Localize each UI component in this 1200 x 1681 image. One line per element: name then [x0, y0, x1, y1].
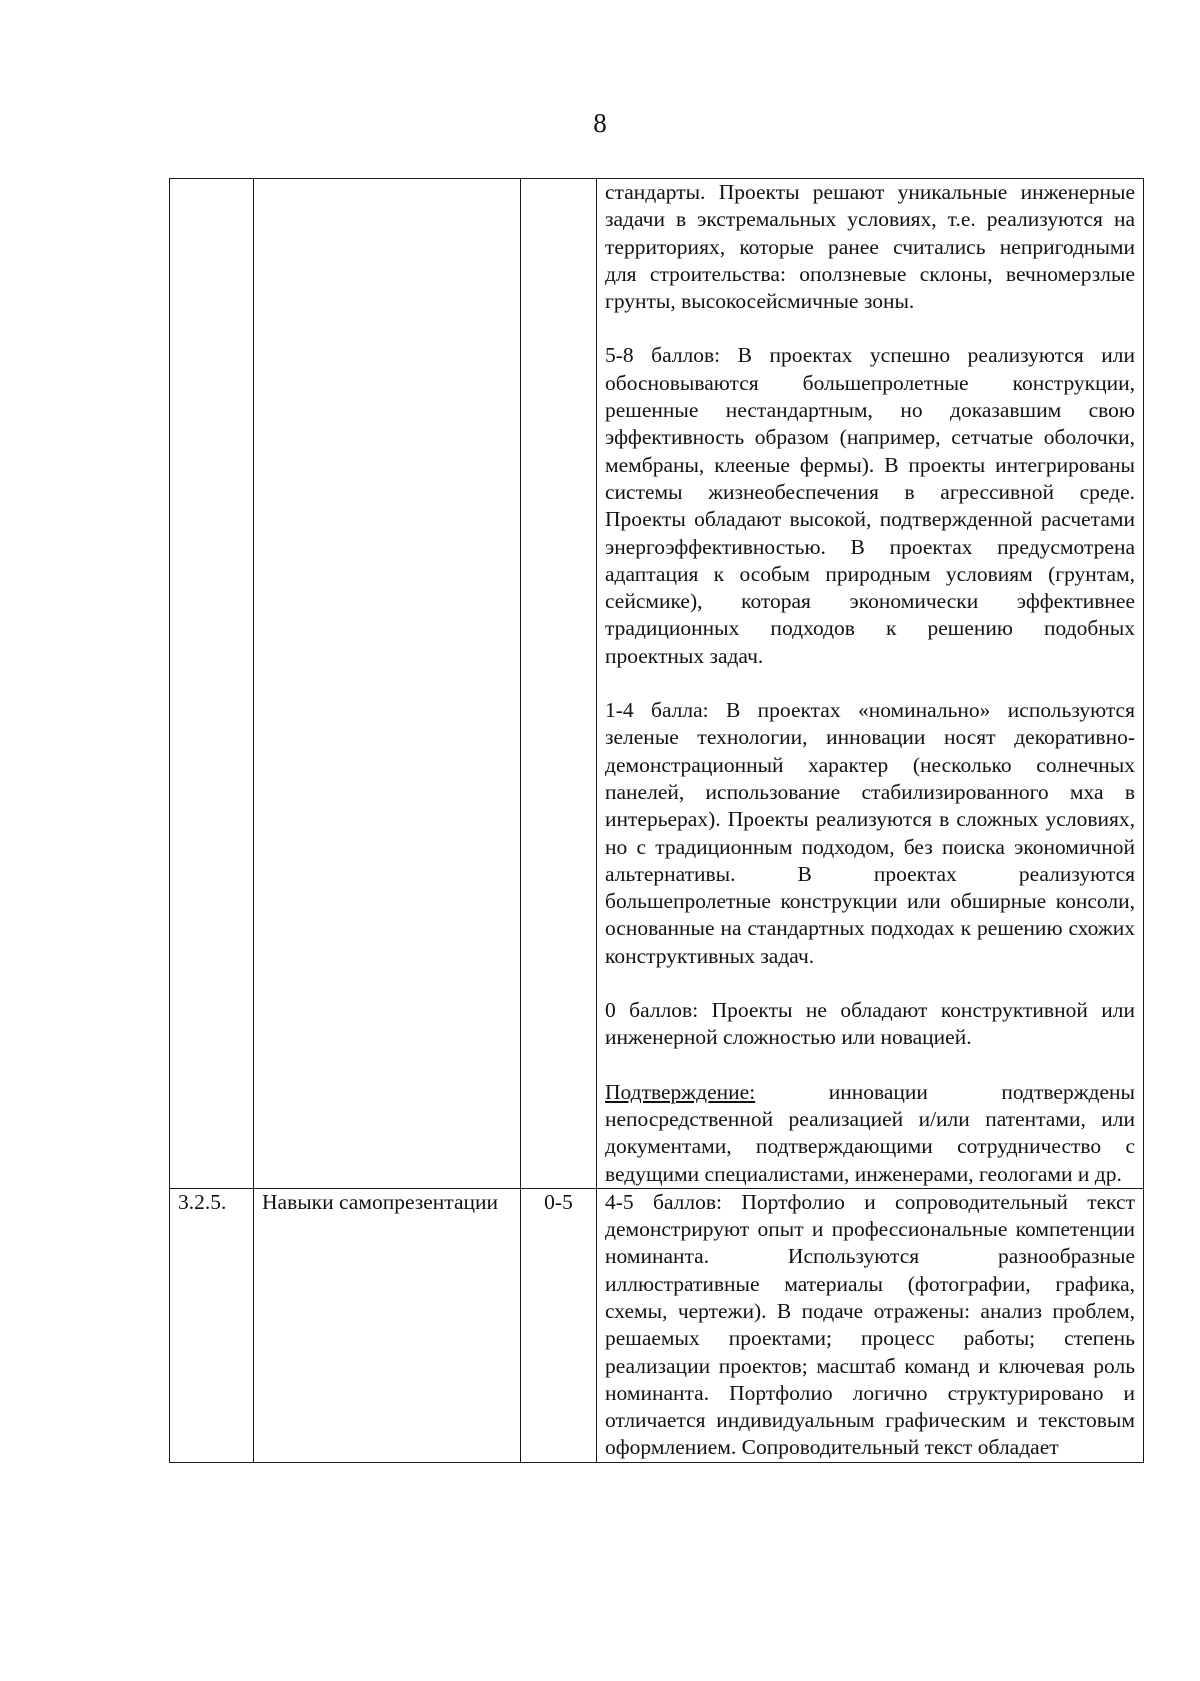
description-paragraph: 1-4 балла: В проектах «номинально» используются зеленые технологии, инновации носят декоративно-демонстрационный характер (несколько солнечных панелей, использование стабилизированного мха в интерьерах). Проекты реализуются в сложных условиях, но с традиционным подходом, без поиска экономичной альтернативы. В проектах реализуются большепролетные конструкции или обширные консоли, основанные на стандартных подходах к решению схожих конструктивных задач.: [605, 698, 1135, 968]
table-row-continued: [170, 179, 1144, 1189]
row-number-cell: 3.2.5.: [170, 1188, 254, 1462]
criterion-name-cell: [254, 179, 521, 1189]
row-number-cell: [170, 179, 254, 1189]
criteria-table: [169, 178, 1144, 1463]
score-range-cell: [521, 179, 597, 1189]
description-paragraph: 5-8 баллов: В проектах успешно реализуются или обосновываются большепролетные конструкции, решенные нестандартным, но доказавшим свою эффективность образом (например, сетчатые оболочки, мембраны, клееные фермы). В проекты интегрированы системы жизнеобеспечения в агрессивной среде. Проекты обладают высокой, подтвержденной расчетами энергоэффективностью. В проектах предусмотрена адаптация к особым природным условиям (грунтам, сейсмике), которая экономически эффективнее традиционных подходов к решению подобных проектных задач.: [605, 343, 1135, 668]
confirmation-label: Подтверждение:: [605, 1079, 756, 1104]
confirmation-paragraph: [605, 1079, 1135, 1188]
page-number: 8: [593, 108, 607, 138]
confirmation-text: инновации подтверждены непосредственной реализацией и/или патентами, или документами, подтверждающими сотрудничество с ведущими специалистами, инженерами, геологами и др.: [605, 1079, 1135, 1186]
criterion-name-cell: Навыки самопрезентации: [254, 1188, 521, 1462]
criterion-description-cell: [597, 1188, 1144, 1462]
description-paragraph: 0 баллов: Проекты не обладают конструктивной или инженерной сложностью или новацией.: [605, 998, 1135, 1050]
table-row-3-2-5: [170, 1188, 1144, 1462]
score-range-cell: 0-5: [521, 1188, 597, 1462]
description-paragraph: 4-5 баллов: Портфолио и сопроводительный текст демонстрируют опыт и профессиональные компетенции номинанта. Используются разнообразные иллюстративные материалы (фотографии, графика, схемы, чертежи). В подаче отражены: анализ проблем, решаемых проектами; процесс работы; степень реализации проектов; масштаб команд и ключевая роль номинанта. Портфолио логично структурировано и отличается индивидуальным графическим и текстовым оформлением. Сопроводительный текст обладает: [605, 1189, 1135, 1460]
description-paragraph: стандарты. Проекты решают уникальные инженерные задачи в экстремальных условиях, т.е. реализуются на территориях, которые ранее считались непригодными для строительства: оползневые склоны, вечномерзлые грунты, высокосейсмичные зоны.: [605, 180, 1135, 314]
criterion-description-cell: [597, 179, 1144, 1189]
